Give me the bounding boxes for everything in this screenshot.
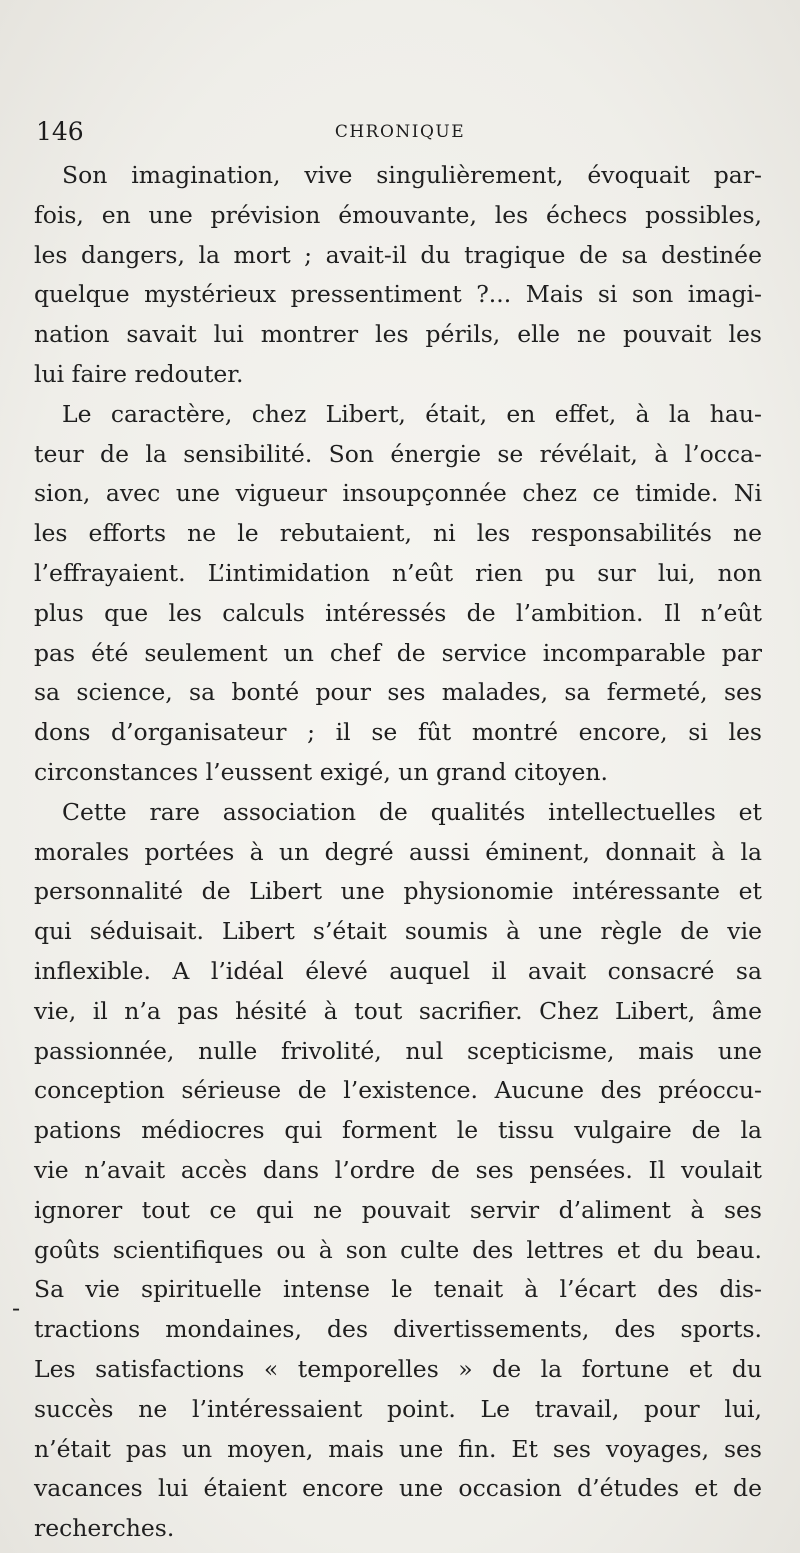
text-line: lui faire redouter. [34,359,244,388]
text-line: morales portées à un degré aussi éminent, donnait à la [34,837,762,866]
page-number: 146 [36,117,84,146]
text-line: sion, avec une vigueur insoupçonnée chez ce timide. Ni [34,479,762,508]
text-line: dons d’organisateur ; il se fût montré encore, si les [34,718,762,747]
text-line: nation savait lui montrer les périls, elle ne pouvait les [34,320,762,349]
text-line: fois, en une prévision émouvante, les échecs possibles, [34,200,762,229]
page-header [36,112,764,152]
text-line: conception sérieuse de l’existence. Aucune des préoccu- [34,1076,762,1105]
text-line: vie n’avait accès dans l’ordre de ses pensées. Il voulait [34,1155,762,1184]
text-line: inflexible. A l’idéal élevé auquel il avait consacré sa [34,956,762,985]
text-line: circonstances l’eussent exigé, un grand citoyen. [34,757,609,786]
text-line: pas été seulement un chef de service incomparable par [34,638,762,667]
text-line: qui séduisait. Libert s’était soumis à une règle de vie [34,917,762,946]
text-line: Cette rare association de qualités intellectuelles et [62,797,762,826]
text-line: ignorer tout ce qui ne pouvait servir d’aliment à ses [34,1195,762,1224]
text-line: goûts scientifiques ou à son culte des lettres et du beau. [34,1235,762,1264]
text-line: Sa vie spirituelle intense le tenait à l’écart des dis- [34,1275,762,1304]
text-line: les dangers, la mort ; avait-il du tragique de sa destinée [34,240,762,269]
text-line: Le caractère, chez Libert, était, en effet, à la hau- [62,399,762,428]
text-line: sa science, sa bonté pour ses malades, sa fermeté, ses [34,678,762,707]
text-line: Son imagination, vive singulièrement, évoquait par- [62,161,762,189]
body-text [34,156,762,1549]
text-line: pations médiocres qui forment le tissu vulgaire de la [34,1116,762,1145]
text-line: l’effrayaient. L’intimidation n’eût rien pu sur lui, non [34,558,762,587]
running-head: CHRONIQUE [334,122,466,142]
text-line: Les satisfactions « temporelles » de la fortune et du [34,1354,762,1383]
text-line: personnalité de Libert une physionomie intéressante et [34,877,762,906]
paragraph [34,395,762,793]
text-line: tractions mondaines, des divertissements, des sports. [34,1315,762,1344]
text-line: plus que les calculs intéressés de l’ambition. Il n’eût [34,598,762,627]
text-line: succès ne l’intéressaient point. Le travail, pour lui, [34,1394,762,1423]
paragraph [34,156,762,395]
text-line: quelque mystérieux pressentiment ?... Mais si son imagi- [34,280,762,309]
text-line: n’était pas un moyen, mais une fin. Et ses voyages, ses [34,1434,762,1463]
text-line: teur de la sensibilité. Son énergie se révélait, à l’occa- [34,439,762,468]
text-line: passionnée, nulle frivolité, nul scepticisme, mais une [34,1036,762,1065]
text-line: recherches. [34,1514,175,1543]
text-line: vacances lui étaient encore une occasion d’études et de [34,1474,762,1503]
paragraph [34,793,762,1549]
text-line: vie, il n’a pas hésité à tout sacrifier. Chez Libert, âme [34,996,762,1025]
text-line: les efforts ne le rebutaient, ni les responsabilités ne [34,519,762,548]
margin-mark: - [12,1294,21,1322]
